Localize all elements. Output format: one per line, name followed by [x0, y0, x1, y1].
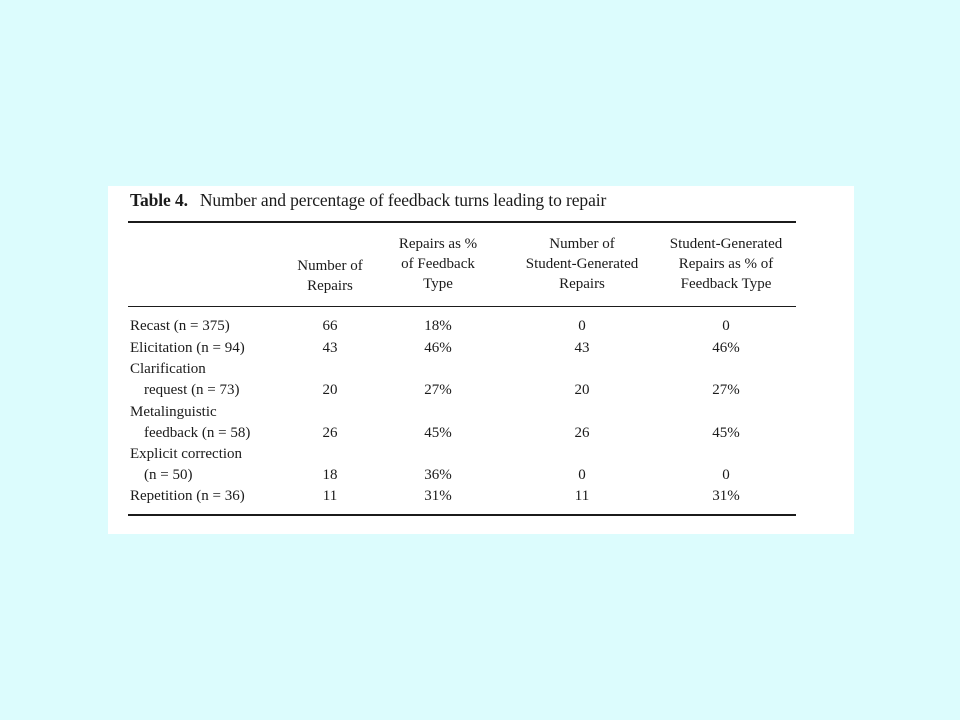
- row-label: Recast (n = 375): [130, 318, 230, 334]
- column-header-student-generated-percent: [656, 234, 796, 294]
- column-header-line: Number of: [297, 258, 363, 274]
- row-label: Clarification: [130, 361, 206, 377]
- table-cell: 20: [574, 382, 590, 398]
- table-cell: 18%: [424, 318, 452, 334]
- table-cell: 31%: [712, 488, 740, 504]
- column-header-line: Repairs as %: [398, 236, 478, 252]
- row-label: Elicitation (n = 94): [130, 340, 245, 356]
- table-cell: 46%: [424, 340, 452, 356]
- row-label: Metalinguistic: [130, 404, 217, 420]
- table-cell: 31%: [424, 488, 452, 504]
- table-cell: 18: [322, 467, 338, 483]
- table-cell: 27%: [712, 382, 740, 398]
- table-cell: 0: [578, 318, 586, 334]
- column-header-number-of-repairs: [285, 256, 375, 296]
- table-cell: 26: [574, 425, 590, 441]
- table-cell: 0: [578, 467, 586, 483]
- column-header-line: Type: [423, 276, 453, 292]
- table-cell: 27%: [424, 382, 452, 398]
- row-label: Explicit correction: [130, 446, 243, 462]
- table-cell: 36%: [424, 467, 452, 483]
- column-header-line: Student-Generated: [669, 236, 783, 252]
- table-cell: 45%: [424, 425, 452, 441]
- table-cell: 0: [722, 318, 730, 334]
- table-cell: 45%: [712, 425, 740, 441]
- row-label: Repetition (n = 36): [130, 488, 245, 504]
- table-cell: 0: [722, 467, 730, 483]
- table-bottom-rule: [128, 514, 796, 516]
- table-top-rule: [128, 221, 796, 223]
- column-header-line: Feedback Type: [680, 276, 772, 292]
- column-header-line: Number of: [549, 236, 615, 252]
- table-caption-text: Number and percentage of feedback turns leading to repair: [199, 190, 607, 210]
- column-header-line: Student-Generated: [525, 256, 639, 272]
- row-label-continuation: (n = 50): [144, 467, 193, 483]
- table-caption-label: Table 4.: [130, 190, 188, 210]
- column-header-repairs-percent: [383, 234, 493, 294]
- column-header-student-generated-repairs: [512, 234, 652, 294]
- row-label-continuation: feedback (n = 58): [144, 425, 251, 441]
- table-cell: 46%: [712, 340, 740, 356]
- table-cell: 26: [322, 425, 338, 441]
- column-header-line: Repairs: [559, 276, 605, 292]
- table-panel: [108, 186, 854, 534]
- column-header-line: Repairs as % of: [678, 256, 774, 272]
- table-header-rule: [128, 306, 796, 307]
- table-caption: [130, 190, 606, 211]
- column-header-line: of Feedback: [401, 256, 475, 272]
- table-cell: 11: [574, 488, 590, 504]
- column-header-line: Repairs: [307, 278, 353, 294]
- row-label-continuation: request (n = 73): [144, 382, 240, 398]
- table-cell: 43: [322, 340, 338, 356]
- table-cell: 20: [322, 382, 338, 398]
- table-cell: 66: [322, 318, 338, 334]
- table-cell: 11: [322, 488, 338, 504]
- table-cell: 43: [574, 340, 590, 356]
